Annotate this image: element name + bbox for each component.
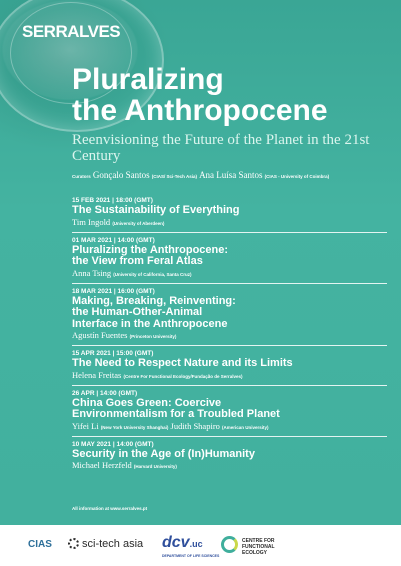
- speaker-name: Yifei Li: [72, 420, 99, 431]
- curator-name: Ana Luísa Santos: [199, 170, 263, 180]
- info-link[interactable]: All information at www.serralves.pt: [72, 506, 148, 511]
- curator-affiliation: (CIAS - University of Coimbra): [264, 174, 330, 179]
- dcv-uc-logo[interactable]: [162, 534, 220, 558]
- session-title: China Goes Green: Coercive Environmentalism for a Troubled Planet: [72, 396, 280, 420]
- speaker-affiliation: (University of Aberdeen): [112, 220, 165, 226]
- speaker-name: Tim Ingold: [72, 216, 111, 227]
- cfe-ring-icon: [221, 536, 238, 553]
- speaker-name: Agustín Fuentes: [72, 330, 128, 340]
- session-speakers: [72, 217, 387, 229]
- speaker-name: Helena Freitas: [72, 369, 122, 380]
- session-title: The Sustainability of Everything: [72, 204, 240, 216]
- session-item: [72, 385, 387, 433]
- session-item: [72, 196, 387, 229]
- sci-tech-asia-label: sci-tech asia: [82, 538, 144, 550]
- speaker-affiliation: (University of California, Santa Cruz): [113, 271, 192, 277]
- speaker-affiliation: (Harvard University): [133, 464, 177, 469]
- speaker-name: Anna Tsing: [72, 267, 112, 278]
- session-item: [72, 232, 387, 280]
- session-date: 15 FEB 2021 | 18:00 (GMT): [72, 197, 153, 204]
- dcv-subtitle: DEPARTMENT OF LIFE SCIENCES: [162, 554, 220, 558]
- dcv-label: dcv: [162, 534, 190, 551]
- speaker-name: Michael Herzfeld: [72, 460, 132, 470]
- session-list: [72, 196, 387, 475]
- session-item: [72, 345, 387, 382]
- speaker-affiliation: (Centre For Functional Ecology/Fundação de Serralves): [123, 373, 243, 379]
- session-item: [72, 283, 387, 343]
- subtitle: Reenvisioning the Future of the Planet in the 21st Century: [72, 132, 370, 164]
- session-title: Security in the Age of (In)Humanity: [72, 447, 255, 460]
- footer-logos: [0, 525, 401, 566]
- session-speakers: [72, 370, 387, 382]
- curator-affiliation: (CIAS/ Sci-Tech Asia): [151, 174, 197, 179]
- speaker-name: Judith Shapiro: [170, 420, 220, 431]
- session-title: Pluralizing the Anthropocene: the View from Feral Atlas: [72, 243, 229, 267]
- curators-label: Curators: [72, 174, 91, 179]
- title-line-1: Pluralizing: [72, 63, 224, 96]
- page-title: [72, 64, 328, 126]
- session-speakers: [72, 421, 387, 433]
- session-date: 15 APR 2021 | 15:00 (GMT): [72, 350, 154, 357]
- session-title: The Need to Respect Nature and its Limits: [72, 357, 293, 369]
- title-line-2: the Anthropocene: [72, 94, 328, 127]
- session-speakers: [72, 460, 387, 472]
- session-title: Making, Breaking, Reinventing: the Human-Other-Animal Interface in the Anthropocene: [72, 294, 236, 330]
- curators-line: [72, 170, 329, 180]
- dots-icon: [68, 538, 79, 549]
- serralves-logo[interactable]: SERRALVES: [22, 22, 121, 41]
- session-date: 01 MAR 2021 | 14:00 (GMT): [72, 236, 155, 244]
- session-speakers: [72, 330, 387, 342]
- cias-logo[interactable]: CIAS: [28, 539, 52, 550]
- uc-label: .uc: [189, 539, 203, 549]
- session-speakers: [72, 268, 387, 280]
- curator-name: Gonçalo Santos: [92, 170, 150, 180]
- session-date: 10 MAY 2021 | 14:00 (GMT): [72, 440, 154, 448]
- session-item: [72, 436, 387, 473]
- speaker-affiliation: (Princeton University): [129, 334, 177, 339]
- speaker-affiliation: (American University): [222, 424, 269, 430]
- speaker-affiliation: (New York University Shanghai): [100, 424, 169, 430]
- sci-tech-asia-logo[interactable]: [68, 538, 143, 550]
- session-date: 18 MAR 2021 | 16:00 (GMT): [72, 287, 155, 295]
- session-date: 26 APR | 14:00 (GMT): [72, 389, 138, 397]
- cfe-logo[interactable]: CENTRE FOR FUNCTIONAL ECOLOGY: [242, 538, 275, 556]
